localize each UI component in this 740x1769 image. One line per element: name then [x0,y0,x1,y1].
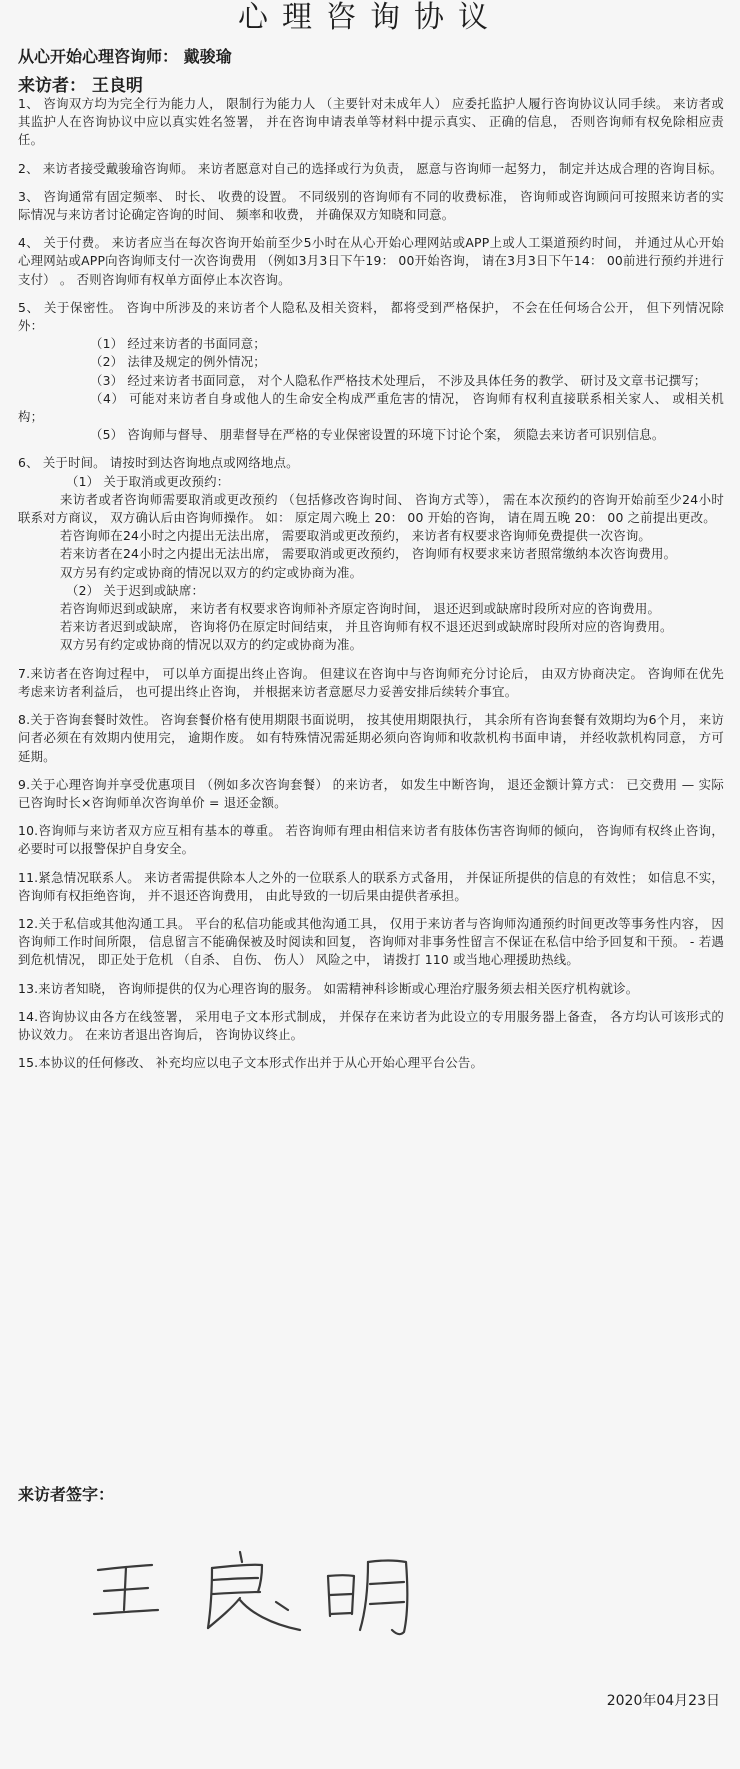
clause-text: （5） 咨询师与督导、 朋辈督导在严格的专业保密设置的环境下讨论个案， 须隐去来访者可识别信息。 [90,427,665,443]
clause-text: 14.咨询协议由各方在线签署， 采用电子文本形式制成， 并保存在来访者为此设立的专用服务器上备查， 各方均认可该形式的协议效力。 在来访者退出咨询后， 咨询协议终止。 [18,1008,724,1042]
clause-text: 若来访者在24小时之内提出无法出席， 需要取消或更改预约， 咨询师有权要求来访者照常缴纳本次咨询费用。 [60,546,677,562]
clause-7 [18,665,724,701]
clause-text: （1） 关于取消或更改预约： [66,473,230,489]
clause-text: 若来访者迟到或缺席， 咨询将仍在原定时间结束， 并且咨询师有权不退还迟到或缺席时段所对应的咨询费用。 [60,619,673,635]
visitor-line: 来访者： 王良明 [18,76,143,96]
clause-text: 8.关于咨询套餐时效性。 咨询套餐价格有使用期限书面说明， 按其使用期限执行， 其余所有咨询套餐有效期均为6个月， 来访问者必须在有效期内使用完， 逾期作废。 如有特殊情况需延期必须向咨询师和收款机构书面申请， 并经收款机构同意， 方可延期。 [18,712,724,764]
clause-text: （3） 经过来访者书面同意， 对个人隐私作严格技术处理后， 不涉及具体任务的教学、 研讨及文章书记撰写； [90,372,707,388]
clause-text: 若咨询师迟到或缺席， 来访者有权要求咨询师补齐原定咨询时间， 退还迟到或缺席时段所对应的咨询费用。 [60,601,661,617]
clause-text: 5、 关于保密性。 咨询中所涉及的来访者个人隐私及相关资料， 都将受到严格保护， 不会在任何场合公开， 但下列情况除外： [18,299,724,334]
clause-5 [18,299,724,445]
clause-13 [18,980,724,998]
clause-text: （2） 关于迟到或缺席： [66,582,205,598]
clause-text: （4） 可能对来访者自身或他人的生命安全构成严重危害的情况， 咨询师有权利直接联系相关家人、 或相关机构； [18,390,724,425]
clause-text: 双方另有约定或协商的情况以双方的约定或协商为准。 [60,637,363,653]
agreement-title: 心理咨询协议 [238,0,502,35]
clause-text: 若咨询师在24小时之内提出无法出席， 需要取消或更改预约， 来访者有权要求咨询师免费提供一次咨询。 [60,528,652,544]
clause-text: 7.来访者在咨询过程中， 可以单方面提出终止咨询。 但建议在咨询中与咨询师充分讨论后， 由双方协商决定。 咨询师在优先考虑来访者利益后， 也可提出终止咨询， 并根据来访者意愿尽力妥善安排后续转介事宜。 [18,665,724,699]
clause-text: 9.关于心理咨询并享受优惠项目 （例如多次咨询套餐） 的来访者， 如发生中断咨询， 退还金额计算方式： 已交费用 — 实际已咨询时长×咨询师单次咨询单价 = 退还金额。 [18,776,724,810]
clause-4 [18,234,724,289]
clause-text: 11.紧急情况联系人。 来访者需提供除本人之外的一位联系人的联系方式备用， 并保证所提供的信息的有效性； 如信息不实， 咨询师有权拒绝咨询， 并不退还咨询费用， 由此导致的一切后果由提供者承担。 [18,869,724,903]
clause-3 [18,188,724,224]
clause-text: 15.本协议的任何修改、 补充均应以电子文本形式作出并于从心开始心理平台公告。 [18,1055,484,1071]
clause-text: （1） 经过来访者的书面同意； [90,336,266,352]
clause-text: 4、 关于付费。 来访者应当在每次咨询开始前至少5小时在从心开始心理网站或APP上或人工渠道预约时间， 并通过从心开始心理网站或APP向咨询师支付一次咨询费用 （例如3月3日下午19： 00开始咨询， 请在3月3日下午14： 00前进行预约并进行支付） 。 否则咨询师有权单方面停止本次咨询。 [18,235,724,287]
clause-1 [18,95,724,150]
clause-text: （2） 法律及规定的例外情况； [90,354,266,370]
agreement-body [18,95,724,1082]
clause-text: 3、 咨询通常有固定频率、 时长、 收费的设置。 不同级别的咨询师有不同的收费标准， 咨询师或咨询顾问可按照来访者的实际情况与来访者讨论确定咨询的时间、 频率和收费， 并确保双方知晓和同意。 [18,188,724,223]
clause-10 [18,822,724,858]
clause-9 [18,776,724,812]
handwritten-signature [90,1548,470,1648]
clause-text: 来访者或者咨询师需要取消或更改预约 （包括修改咨询时间、 咨询方式等）， 需在本次预约的咨询开始前至少24小时联系对方商议， 双方确认后由咨询师操作。 如： 原定周六晚上 20： 00 开始的咨询， 请在周五晚 20： 00 之前提出更改。 [18,491,724,526]
clause-text: 1、 咨询双方均为完全行为能力人， 限制行为能力人 （主要针对未成年人） 应委托监护人履行咨询协议认同手续。 来访者或其监护人在咨询协议中应以真实姓名签署， 并在咨询申请表单等材料中提示真实、 正确的信息， 否则咨询师有权免除相应责任。 [18,96,724,148]
clause-11 [18,869,724,905]
clause-14 [18,1008,724,1044]
clause-text: 10.咨询师与来访者双方应互相有基本的尊重。 若咨询师有理由相信来访者有肢体伤害咨询师的倾向， 咨询师有权终止咨询， 必要时可以报警保护自身安全。 [18,823,724,857]
signature-label: 来访者签字： [18,1485,115,1504]
clause-2 [18,160,724,178]
clause-6 [18,454,724,654]
clause-text: 13.来访者知晓， 咨询师提供的仅为心理咨询的服务。 如需精神科诊断或心理治疗服务须去相关医疗机构就诊。 [18,980,639,996]
clause-text: 6、 关于时间。 请按时到达咨询地点或网络地点。 [18,455,299,471]
clause-8 [18,711,724,766]
clause-text: 12.关于私信或其他沟通工具。 平台的私信功能或其他沟通工具， 仅用于来访者与咨询师沟通预约时间更改等事务性内容， 因咨询师工作时间所限， 信息留言不能确保被及时阅读和回复， 咨询师对非事务性留言不保证在私信中给予回复和干预。 - 若遇到危机情况， 即正处于危机 （自杀、 自伤、 伤人） 风险之中， 请拨打 110 或当地心理援助热线。 [18,915,724,968]
counselor-line: 从心开始心理咨询师： 戴骏瑜 [18,47,232,66]
clause-15 [18,1054,724,1072]
clause-text: 2、 来访者接受戴骏瑜咨询师。 来访者愿意对自己的选择或行为负责， 愿意与咨询师一起努力， 制定并达成合理的咨询目标。 [18,160,723,176]
clause-12 [18,915,724,970]
clause-text: 双方另有约定或协商的情况以双方的约定或协商为准。 [60,564,363,580]
signing-date: 2020年04月23日 [606,1693,720,1709]
